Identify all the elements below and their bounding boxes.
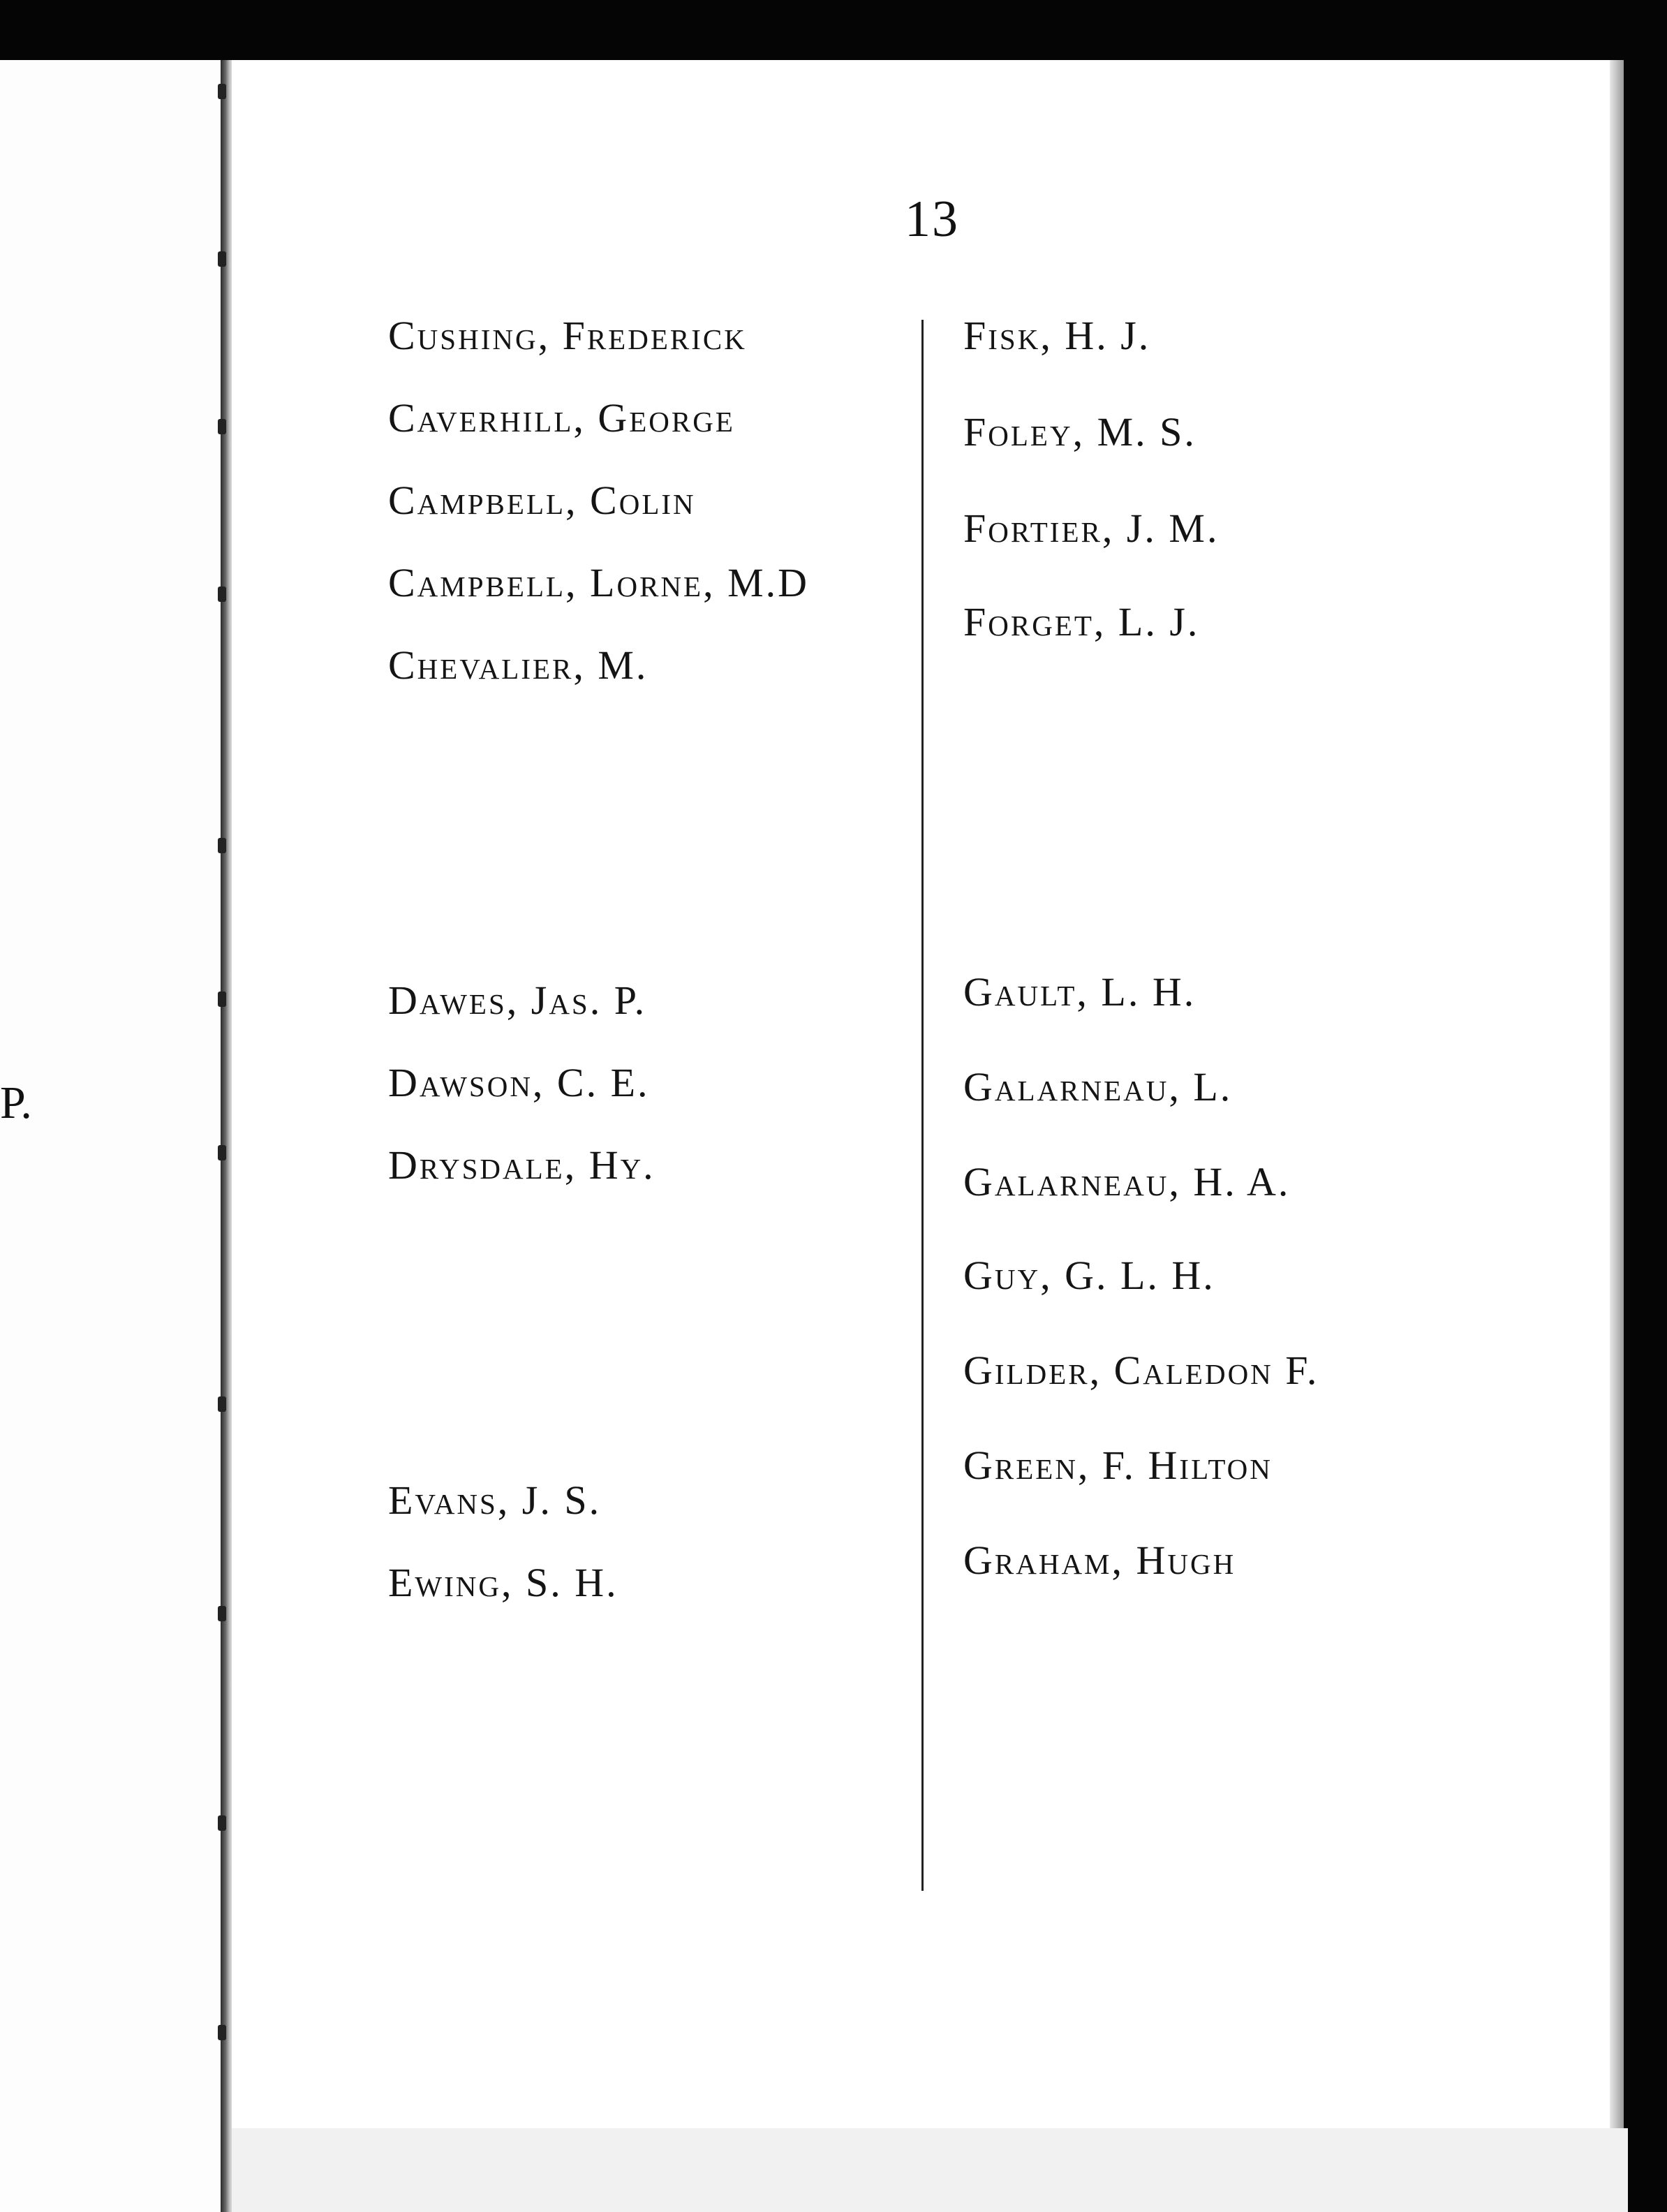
binding-stitch (218, 251, 226, 267)
binding-stitch (218, 84, 226, 99)
binding-stitch (218, 838, 226, 853)
facing-page (0, 60, 222, 2212)
name-entry: Gilder, Caledon F. (963, 1348, 1319, 1393)
name-entry: Fortier, J. M. (963, 506, 1220, 551)
name-entry: Green, F. Hilton (963, 1443, 1273, 1488)
name-entry: Graham, Hugh (963, 1538, 1236, 1583)
name-entry: Foley, M. S. (963, 409, 1196, 455)
name-entry: Dawson, C. E. (388, 1060, 650, 1105)
page-edge (1610, 60, 1624, 2128)
name-entry: Gault, L. H. (963, 969, 1196, 1015)
name-entry: Campbell, Colin (388, 478, 696, 523)
name-entry: Ewing, S. H. (388, 1560, 618, 1605)
name-entry: Cushing, Frederick (388, 313, 747, 358)
name-entry: Forget, L. J. (963, 599, 1200, 644)
name-entry: Drysdale, Hy. (388, 1142, 655, 1188)
name-entry: Caverhill, George (388, 395, 735, 441)
name-entry: Galarneau, H. A. (963, 1159, 1291, 1204)
column-divider (921, 320, 924, 1891)
name-entry: Chevalier, M. (388, 642, 649, 688)
name-entry: Guy, G. L. H. (963, 1253, 1215, 1298)
binding-stitch (218, 1396, 226, 1412)
page-bottom-margin (232, 2128, 1628, 2212)
binding-stitch (218, 1815, 226, 1831)
page-number: 13 (905, 191, 959, 248)
name-entry: Galarneau, L. (963, 1064, 1233, 1109)
binding-stitch (218, 991, 226, 1007)
binding-stitch (218, 2025, 226, 2040)
binding-stitch (218, 1145, 226, 1160)
name-entry: Dawes, Jas. P. (388, 978, 647, 1023)
binding-stitch (218, 419, 226, 434)
binding-stitch (218, 1606, 226, 1621)
name-entry: Campbell, Lorne, M.D (388, 560, 810, 605)
facing-page-text-fragment: P. (0, 1077, 32, 1128)
name-entry: Evans, J. S. (388, 1477, 602, 1523)
name-entry: Fisk, H. J. (963, 313, 1151, 358)
binding-stitch (218, 587, 226, 602)
